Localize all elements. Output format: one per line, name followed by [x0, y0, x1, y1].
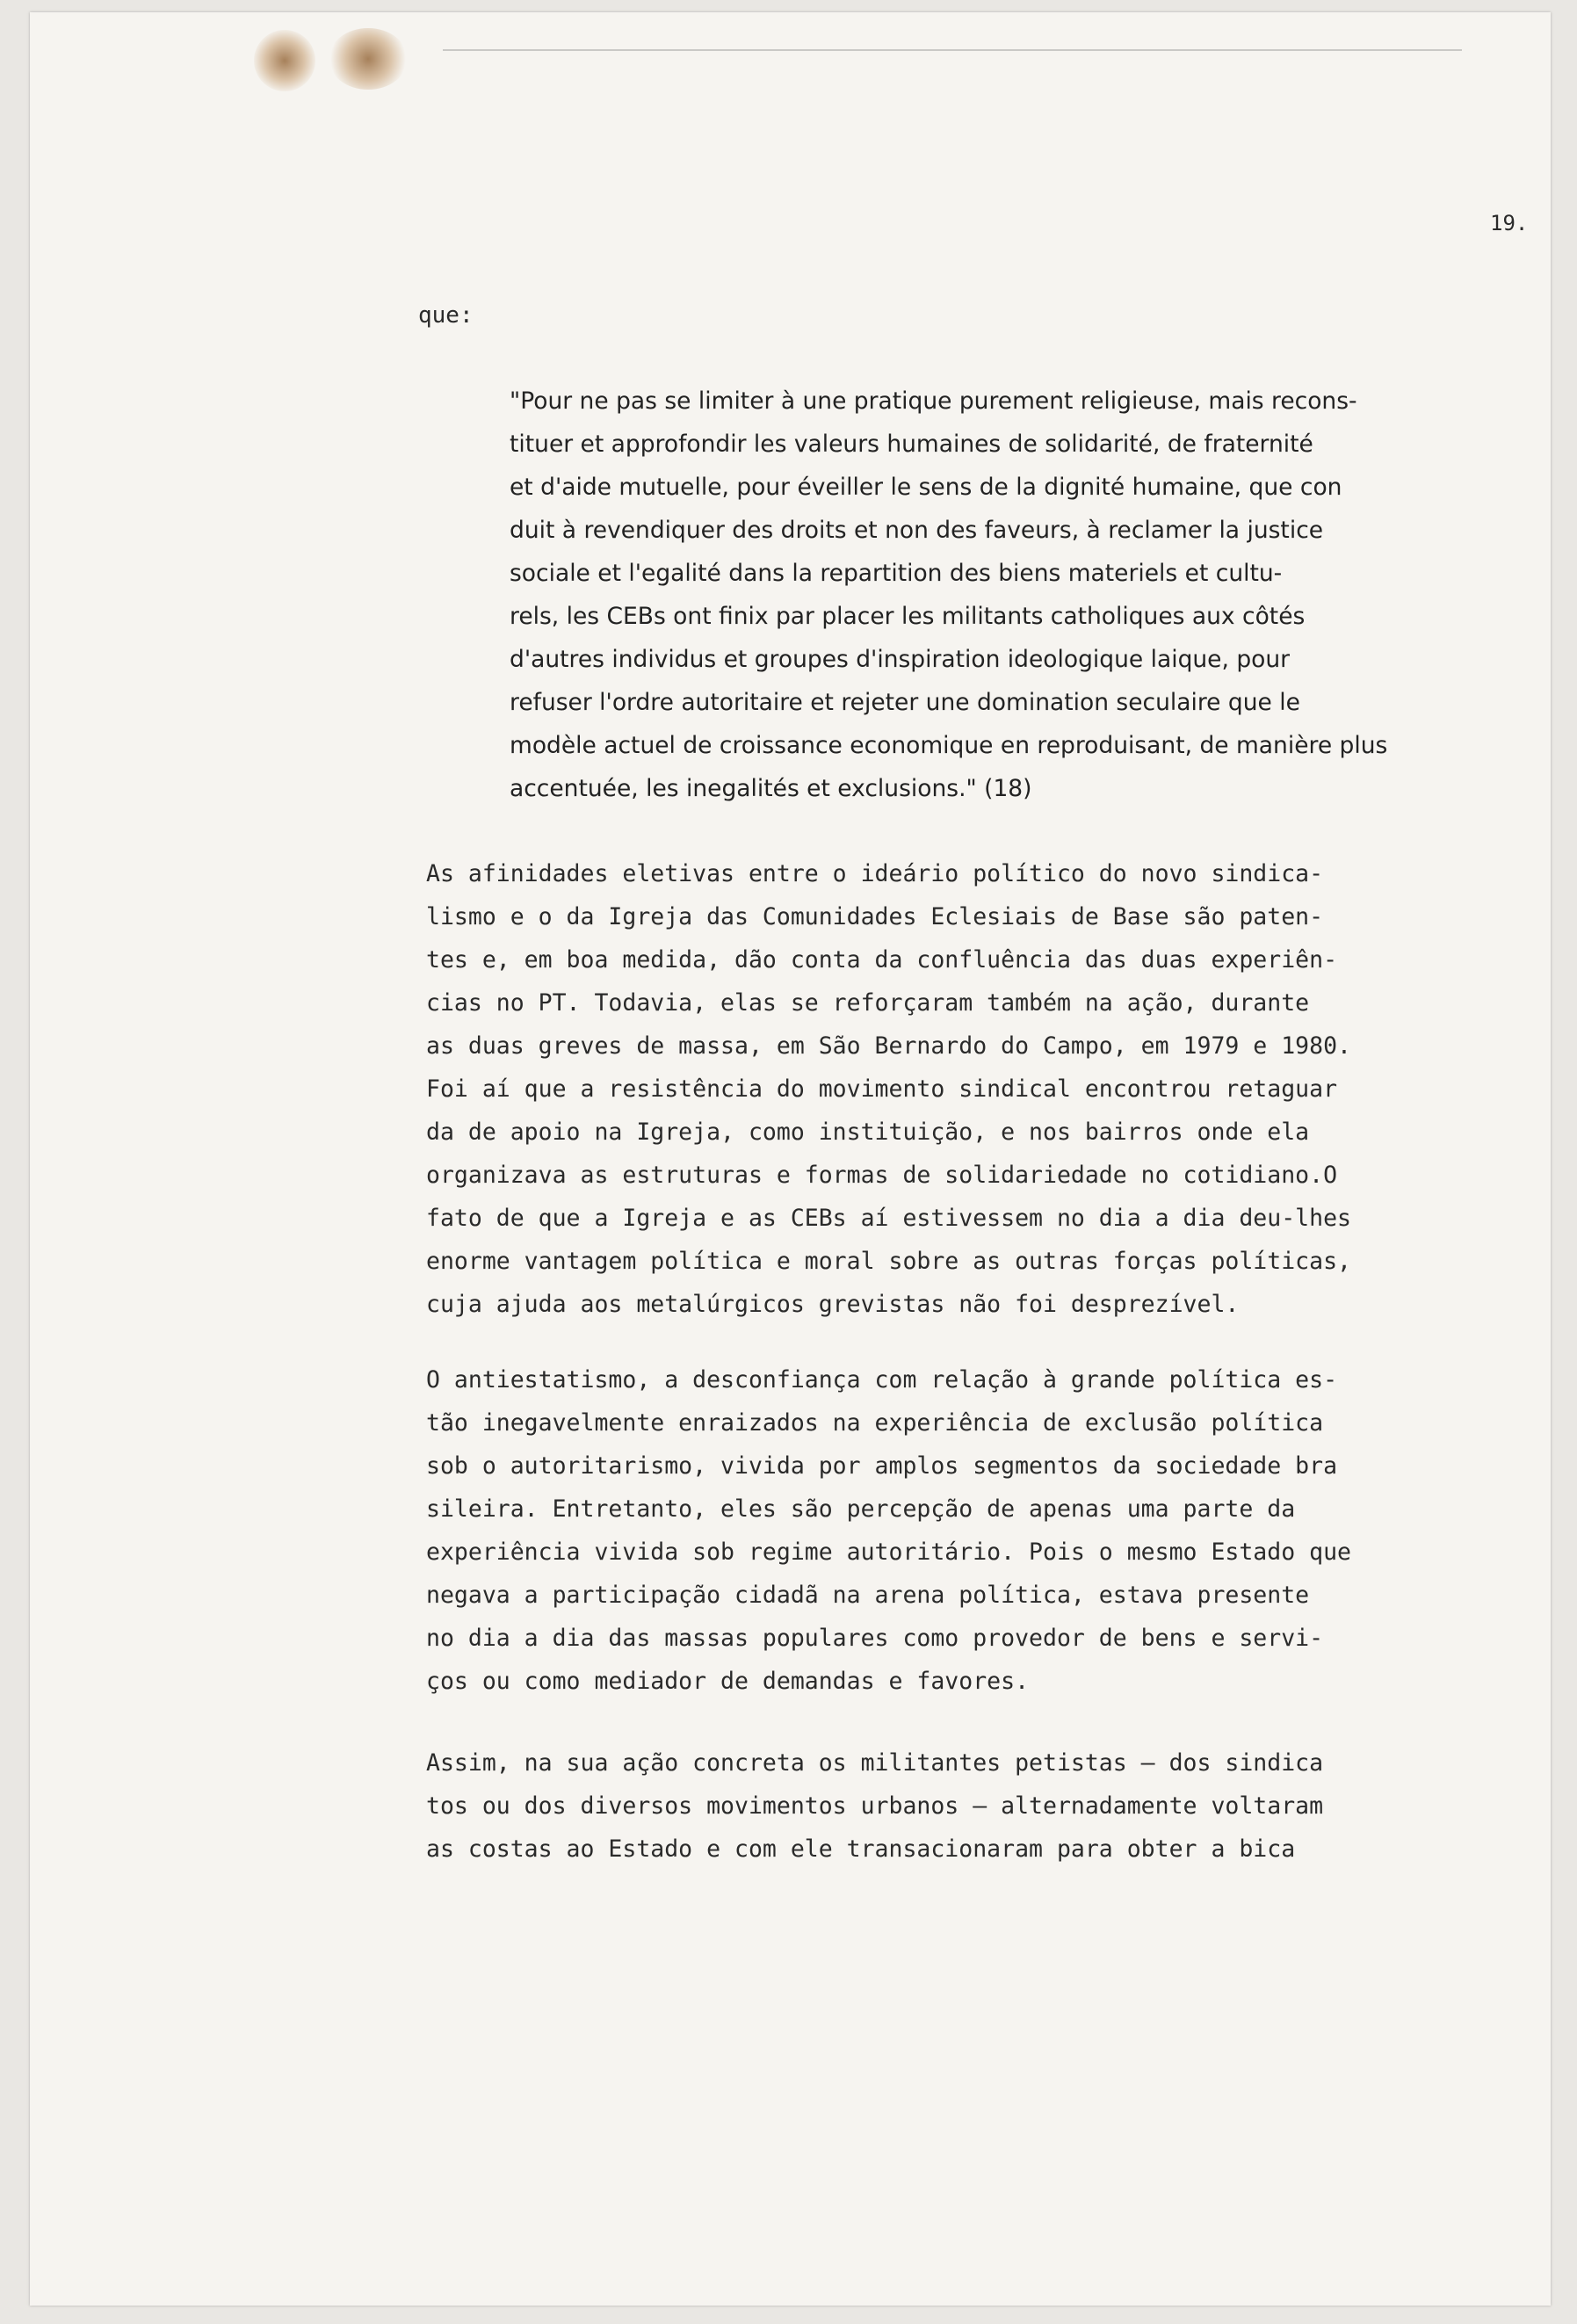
quote-line: tituer et approfondir les valeurs humaines de solidarité, de fraternité	[510, 431, 1313, 458]
paragraph-line: as costas ao Estado e com ele transacionaram para obter a bica	[426, 1835, 1296, 1863]
paragraph-line: fato de que a Igreja e as CEBs aí estivessem no dia a dia deu-lhes	[426, 1205, 1351, 1232]
quote-line: refuser l'ordre autoritaire et rejeter une domination seculaire que le	[510, 689, 1300, 716]
paragraph-line: O antiestatismo, a desconfiança com relação à grande política es-	[426, 1366, 1338, 1394]
paragraph-line: tes e, em boa medida, dão conta da confluência das duas experiên-	[426, 946, 1338, 974]
document-page	[30, 12, 1551, 2306]
paragraph-line: ços ou como mediador de demandas e favores.	[426, 1668, 1030, 1695]
page-number: 19.	[1490, 211, 1529, 235]
paragraph-line: sileira. Entretanto, eles são percepção de apenas uma parte da	[426, 1495, 1296, 1523]
quote-line: d'autres individus et groupes d'inspiration ideologique laique, pour	[510, 646, 1291, 673]
rust-stain	[329, 28, 408, 90]
intro-text: que:	[418, 302, 474, 329]
paragraph-line: experiência vivida sob regime autoritário. Pois o mesmo Estado que	[426, 1538, 1351, 1566]
paragraph-line: enorme vantagem política e moral sobre as outras forças políticas,	[426, 1248, 1351, 1275]
paragraph-line: organizava as estruturas e formas de solidariedade no cotidiano.O	[426, 1162, 1338, 1189]
paragraph-line: no dia a dia das massas populares como provedor de bens e servi-	[426, 1625, 1324, 1652]
paragraph-line: negava a participação cidadã na arena política, estava presente	[426, 1582, 1310, 1609]
paragraph-line: As afinidades eletivas entre o ideário político do novo sindica-	[426, 860, 1324, 887]
quote-line: "Pour ne pas se limiter à une pratique purement religieuse, mais recons-	[510, 387, 1357, 415]
quote-line: sociale et l'egalité dans la repartition des biens materiels et cultu-	[510, 560, 1283, 587]
top-edge-mark	[443, 49, 1462, 51]
paragraph-line: da de apoio na Igreja, como instituição, e nos bairros onde ela	[426, 1119, 1310, 1146]
block-quote	[510, 380, 1537, 810]
paragraph-line: as duas greves de massa, em São Bernardo do Campo, em 1979 e 1980.	[426, 1032, 1351, 1060]
paragraph-antistatism	[426, 1358, 1533, 1703]
quote-line: modèle actuel de croissance economique en reproduisant, de manière plus	[510, 732, 1388, 759]
paragraph-line: lismo e o da Igreja das Comunidades Eclesiais de Base são paten-	[426, 903, 1324, 930]
quote-line: accentuée, les inegalités et exclusions." (18)	[510, 775, 1032, 802]
quote-line: rels, les CEBs ont finix par placer les militants catholiques aux côtés	[510, 603, 1306, 630]
paragraph-line: tão inegavelmente enraizados na experiência de exclusão política	[426, 1409, 1324, 1437]
paragraph-line: cias no PT. Todavia, elas se reforçaram também na ação, durante	[426, 989, 1310, 1017]
quote-line: et d'aide mutuelle, pour éveiller le sens de la dignité humaine, que con	[510, 474, 1342, 501]
rust-stain	[254, 30, 315, 91]
paragraph-line: tos ou dos diversos movimentos urbanos — alternadamente voltaram	[426, 1792, 1324, 1820]
paragraph-line: cuja ajuda aos metalúrgicos grevistas não foi desprezível.	[426, 1291, 1240, 1318]
paragraph-line: sob o autoritarismo, vivida por amplos segmentos da sociedade bra	[426, 1452, 1338, 1480]
paragraph-line: Foi aí que a resistência do movimento sindical encontrou retaguar	[426, 1075, 1338, 1103]
paragraph-affinities	[426, 852, 1533, 1326]
paragraph-line: Assim, na sua ação concreta os militantes petistas — dos sindica	[426, 1749, 1324, 1777]
quote-line: duit à revendiquer des droits et non des faveurs, à reclamer la justice	[510, 517, 1324, 544]
paragraph-militants	[426, 1741, 1533, 1871]
